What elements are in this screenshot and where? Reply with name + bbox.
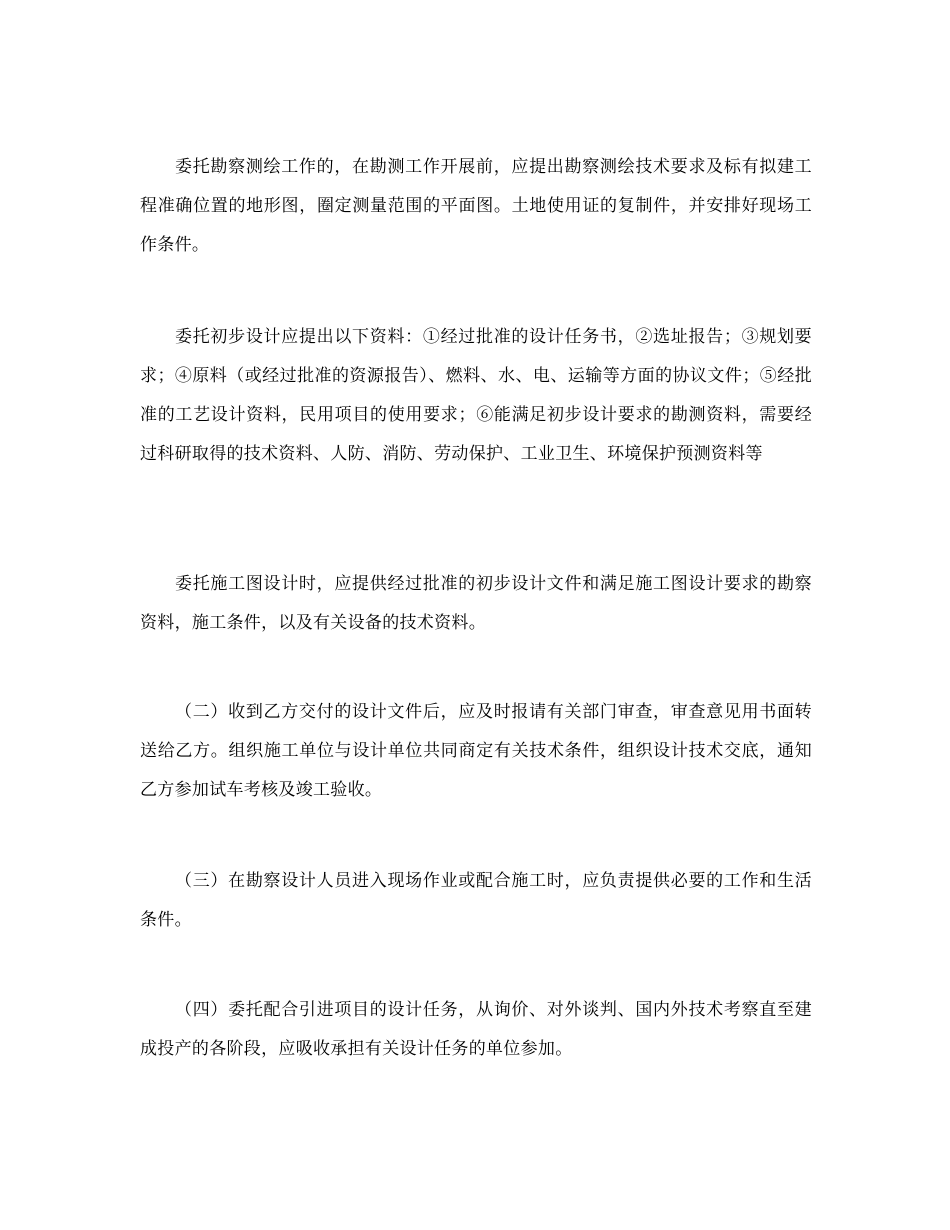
paragraph-survey-commission: 委托勘察测绘工作的，在勘测工作开展前，应提出勘察测绘技术要求及标有拟建工程准确位置的地形图，圈定测量范围的平面图。土地使用证的复制件，并安排好现场工作条件。: [140, 157, 812, 255]
paragraph-preliminary-design: 委托初步设计应提出以下资料：①经过批准的设计任务书，②选址报告；③规划要求；④原料（或经过批准的资源报告）、燃料、水、电、运输等方面的协议文件；⑤经批准的工艺设计资料，民用项目的使用要求；⑥能满足初步设计要求的勘测资料，需要经过科研取得的技术资料、人防、消防、劳动保护、工业卫生、环境保护预测资料等: [140, 327, 812, 464]
paragraph-clause-three: （三）在勘察设计人员进入现场作业或配合施工时，应负责提供必要的工作和生活条件。: [140, 871, 812, 930]
paragraph-construction-drawing: 委托施工图设计时，应提供经过批准的初步设计文件和满足施工图设计要求的勘察资料，施工条件，以及有关设备的技术资料。: [140, 574, 812, 633]
paragraph-clause-four: （四）委托配合引进项目的设计任务，从询价、对外谈判、国内外技术考察直至建成投产的各阶段，应吸收承担有关设计任务的单位参加。: [140, 1000, 812, 1059]
paragraph-clause-two: （二）收到乙方交付的设计文件后，应及时报请有关部门审查，审查意见用书面转送给乙方。组织施工单位与设计单位共同商定有关技术条件，组织设计技术交底，通知乙方参加试车考核及竣工验收。: [140, 702, 812, 800]
